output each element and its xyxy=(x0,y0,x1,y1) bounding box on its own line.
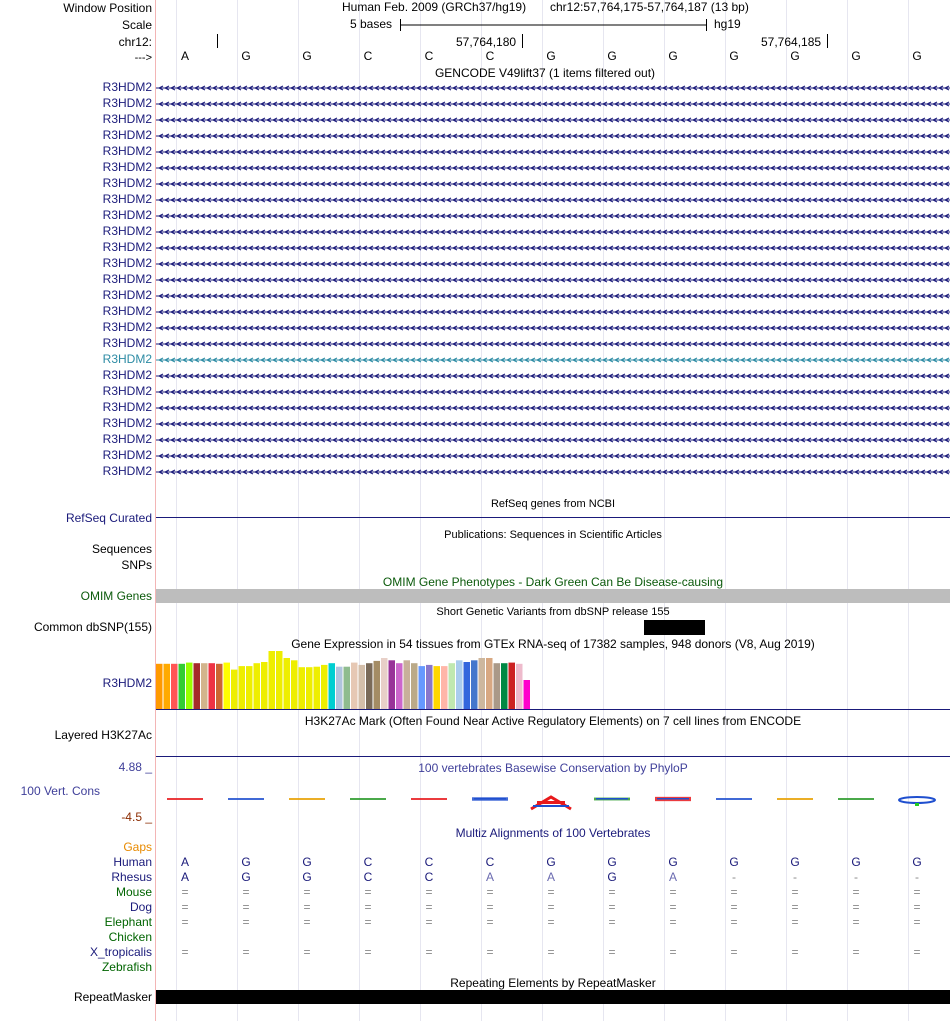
base-letter: G xyxy=(851,49,861,63)
base-letter: G xyxy=(241,49,251,63)
gencode-transcript-line[interactable] xyxy=(156,358,950,362)
species-label[interactable]: Human xyxy=(113,855,152,869)
h3k27ac-track-title: H3K27Ac Mark (Often Found Near Active Regulatory Elements) on 7 cell lines from ENCODE xyxy=(304,714,802,728)
gencode-transcript-label[interactable]: R3HDM2 xyxy=(102,432,152,446)
alignment-base: C xyxy=(424,870,434,884)
gencode-transcript-line[interactable] xyxy=(156,454,950,458)
gtex-tissue-bar[interactable] xyxy=(299,667,306,709)
assembly-name: Human Feb. 2009 (GRCh37/hg19) xyxy=(342,0,527,14)
gtex-tissue-bar[interactable] xyxy=(156,664,163,709)
gtex-tissue-bar[interactable] xyxy=(164,664,171,709)
gencode-transcript-label[interactable]: R3HDM2 xyxy=(102,288,152,302)
sequences-track-label[interactable]: Sequences xyxy=(91,542,152,556)
base-letter: A xyxy=(180,49,189,63)
alignment-base: = xyxy=(242,885,250,899)
conservation-track-title: 100 vertebrates Basewise Conservation by PhyloP xyxy=(418,761,688,775)
gencode-transcript-line[interactable] xyxy=(156,310,950,314)
alignment-base: = xyxy=(547,945,555,959)
gtex-tissue-bar[interactable] xyxy=(449,663,456,709)
alignment-base: C xyxy=(363,870,373,884)
gtex-tissue-bar[interactable] xyxy=(381,658,388,709)
omim-track-label[interactable]: OMIM Genes xyxy=(80,589,152,603)
gencode-transcript-label[interactable]: R3HDM2 xyxy=(102,272,152,286)
alignment-base: = xyxy=(669,915,677,929)
chromosome-label: chr12: xyxy=(118,35,152,49)
repeatmasker-track-title: Repeating Elements by RepeatMasker xyxy=(450,976,656,990)
gencode-transcript-label[interactable]: R3HDM2 xyxy=(102,208,152,222)
alignment-base: C xyxy=(363,855,373,869)
gtex-tissue-bar[interactable] xyxy=(216,664,223,709)
dbsnp-track-label[interactable]: Common dbSNP(155) xyxy=(33,620,152,634)
alignment-base: = xyxy=(669,900,677,914)
alignment-base: = xyxy=(913,900,921,914)
alignment-base: = xyxy=(303,945,311,959)
base-letter: G xyxy=(668,49,678,63)
gtex-tissue-bar[interactable] xyxy=(239,666,246,709)
gtex-tissue-bar[interactable] xyxy=(441,666,448,709)
alignment-base: = xyxy=(669,885,677,899)
refseq-track-label[interactable]: RefSeq Curated xyxy=(65,511,152,525)
gtex-tissue-bar[interactable] xyxy=(291,660,298,709)
conservation-max-label: 4.88 _ xyxy=(118,760,152,774)
base-letter: G xyxy=(729,49,739,63)
species-label[interactable]: Chicken xyxy=(108,930,152,944)
alignment-base: = xyxy=(181,885,189,899)
alignment-base: = xyxy=(852,900,860,914)
alignment-base: C xyxy=(424,855,434,869)
gencode-transcript-label[interactable]: R3HDM2 xyxy=(102,80,152,94)
alignment-base: = xyxy=(486,900,494,914)
gencode-transcript-label[interactable]: R3HDM2 xyxy=(102,304,152,318)
gencode-transcript-line[interactable] xyxy=(156,422,950,426)
gtex-tissue-bar[interactable] xyxy=(284,658,291,709)
track-label-column xyxy=(0,0,155,1021)
gencode-transcript-label[interactable]: R3HDM2 xyxy=(102,336,152,350)
gencode-transcript-label[interactable]: R3HDM2 xyxy=(102,224,152,238)
alignment-base: = xyxy=(364,885,372,899)
alignment-base: = xyxy=(486,945,494,959)
alignment-base: = xyxy=(181,915,189,929)
alignment-base: = xyxy=(242,945,250,959)
alignment-base: = xyxy=(364,915,372,929)
gtex-tissue-bar[interactable] xyxy=(351,663,358,709)
species-label[interactable]: Mouse xyxy=(115,885,152,899)
conservation-mark[interactable] xyxy=(531,797,571,809)
gencode-transcript-line[interactable] xyxy=(156,390,950,394)
conservation-mark[interactable] xyxy=(777,798,813,800)
alignment-base: = xyxy=(242,900,250,914)
gtex-tissue-bar[interactable] xyxy=(396,663,403,709)
alignment-base: = xyxy=(242,915,250,929)
conservation-mark[interactable] xyxy=(411,798,447,800)
alignment-base: = xyxy=(303,915,311,929)
alignment-base: = xyxy=(791,915,799,929)
gtex-tissue-bar[interactable] xyxy=(494,663,501,709)
conservation-mark[interactable] xyxy=(167,798,203,800)
gencode-transcript-line[interactable] xyxy=(156,406,950,410)
multiz-alignment[interactable] xyxy=(156,855,950,975)
conservation-mark[interactable] xyxy=(838,798,874,800)
gtex-tissue-bar[interactable] xyxy=(261,662,268,709)
gtex-tissue-bar[interactable] xyxy=(179,664,186,709)
scale-label: Scale xyxy=(121,18,152,32)
dbsnp-track-title: Short Genetic Variants from dbSNP release 155 xyxy=(436,606,670,618)
gtex-tissue-bar[interactable] xyxy=(419,666,426,709)
base-letter: C xyxy=(485,49,495,63)
alignment-base: - xyxy=(732,870,736,884)
gtex-track-title: Gene Expression in 54 tissues from GTEx RNA-seq of 17382 samples, 948 donors (V8, Aug 2019) xyxy=(291,637,815,651)
conservation-min-label: -4.5 _ xyxy=(121,810,152,824)
alignment-base: = xyxy=(303,885,311,899)
repeatmasker-track-label[interactable]: RepeatMasker xyxy=(73,990,152,1004)
alignment-base: G xyxy=(302,855,312,869)
alignment-base: = xyxy=(852,885,860,899)
gencode-transcript-label[interactable]: R3HDM2 xyxy=(102,352,152,366)
track-data-column xyxy=(156,0,950,1021)
gtex-tissue-bar[interactable] xyxy=(411,663,418,709)
gencode-transcript-label[interactable]: R3HDM2 xyxy=(102,176,152,190)
ruler-position-2: 57,764,185 xyxy=(761,35,822,49)
alignment-base: = xyxy=(486,885,494,899)
gencode-transcript-line[interactable] xyxy=(156,214,950,218)
omim-gene-bar[interactable] xyxy=(156,589,950,603)
conservation-track-label[interactable]: 100 Vert. Cons xyxy=(20,784,100,798)
snps-track-label[interactable]: SNPs xyxy=(121,558,152,572)
gtex-tissue-bar[interactable] xyxy=(471,660,478,709)
gtex-track-label[interactable]: R3HDM2 xyxy=(102,676,152,690)
alignment-base: G xyxy=(668,855,678,869)
base-letter: C xyxy=(424,49,434,63)
alignment-base: = xyxy=(791,900,799,914)
alignment-base: A xyxy=(180,855,189,869)
gtex-tissue-bar[interactable] xyxy=(389,660,396,709)
gencode-track-title: GENCODE V49lift37 (1 items filtered out) xyxy=(434,66,656,80)
gencode-transcript-line[interactable] xyxy=(156,246,950,250)
alignment-base: = xyxy=(791,885,799,899)
alignment-base: = xyxy=(730,915,738,929)
gtex-tissue-bar[interactable] xyxy=(321,665,328,709)
alignment-base: G xyxy=(546,855,556,869)
conservation-logo[interactable] xyxy=(156,776,950,824)
gtex-tissue-bar[interactable] xyxy=(524,680,531,709)
gtex-tissue-bar[interactable] xyxy=(434,666,441,709)
gtex-tissue-bar[interactable] xyxy=(306,667,313,709)
alignment-base: = xyxy=(730,900,738,914)
species-label[interactable]: X_tropicalis xyxy=(89,945,152,959)
base-letter: G xyxy=(790,49,800,63)
gencode-transcript-label[interactable]: R3HDM2 xyxy=(102,464,152,478)
conservation-mark[interactable] xyxy=(716,798,752,800)
base-sequence-row xyxy=(156,49,950,65)
gtex-tissue-bar[interactable] xyxy=(329,663,336,709)
species-label[interactable]: Elephant xyxy=(104,915,152,929)
h3k27ac-baseline xyxy=(156,756,950,757)
gencode-transcript-line[interactable] xyxy=(156,294,950,298)
alignment-base: A xyxy=(668,870,677,884)
gtex-tissue-bar[interactable] xyxy=(464,662,471,709)
alignment-base: = xyxy=(852,915,860,929)
alignment-base: G xyxy=(607,855,617,869)
alignment-base: G xyxy=(851,855,861,869)
refseq-gene-line[interactable] xyxy=(156,517,950,518)
gencode-transcript-label[interactable]: R3HDM2 xyxy=(102,384,152,398)
gtex-tissue-bar[interactable] xyxy=(246,666,253,709)
gtex-tissue-bar[interactable] xyxy=(201,663,208,709)
region-coordinates: chr12:57,764,175-57,764,187 (13 bp) xyxy=(550,0,749,14)
base-letter: G xyxy=(302,49,312,63)
scale-bar-text: 5 bases xyxy=(350,17,393,31)
omim-track-title: OMIM Gene Phenotypes - Dark Green Can Be Disease-causing xyxy=(382,575,724,589)
gencode-transcript-line[interactable] xyxy=(156,438,950,442)
alignment-base: = xyxy=(730,885,738,899)
conservation-mark[interactable] xyxy=(228,798,264,800)
repeatmasker-bar[interactable] xyxy=(156,990,950,1004)
database-name: hg19 xyxy=(714,17,741,31)
conservation-mark[interactable] xyxy=(289,798,325,800)
window-position-label: Window Position xyxy=(63,1,152,15)
alignment-base: = xyxy=(608,900,616,914)
gtex-tissue-bar[interactable] xyxy=(224,663,231,709)
gtex-tissue-bar[interactable] xyxy=(344,667,351,709)
gtex-tissue-bar[interactable] xyxy=(194,663,201,709)
alignment-base: = xyxy=(425,945,433,959)
alignment-base: G xyxy=(912,855,922,869)
gencode-transcript-line[interactable] xyxy=(156,198,950,202)
alignment-base: = xyxy=(669,945,677,959)
gencode-transcript-label[interactable]: R3HDM2 xyxy=(102,144,152,158)
gtex-tissue-bar[interactable] xyxy=(479,658,486,709)
alignment-base: = xyxy=(181,900,189,914)
gtex-tissue-bar[interactable] xyxy=(186,663,193,709)
gencode-transcript-line[interactable] xyxy=(156,470,950,474)
gencode-transcript-line[interactable] xyxy=(156,374,950,378)
gencode-transcript-line[interactable] xyxy=(156,118,950,122)
alignment-base: = xyxy=(608,885,616,899)
gtex-tissue-bar[interactable] xyxy=(501,663,508,709)
gencode-transcripts[interactable] xyxy=(156,80,950,496)
multiz-track-title: Multiz Alignments of 100 Vertebrates xyxy=(455,826,651,840)
ruler-position-1: 57,764,180 xyxy=(456,35,517,49)
alignment-base: = xyxy=(181,945,189,959)
alignment-base: A xyxy=(180,870,189,884)
alignment-base: = xyxy=(547,915,555,929)
scale-bar xyxy=(396,17,712,33)
gtex-tissue-bar[interactable] xyxy=(374,661,381,709)
gencode-transcript-label[interactable]: R3HDM2 xyxy=(102,240,152,254)
gencode-transcript-line[interactable] xyxy=(156,278,950,282)
alignment-base: = xyxy=(364,945,372,959)
gencode-transcript-line[interactable] xyxy=(156,262,950,266)
alignment-base: = xyxy=(913,885,921,899)
alignment-base: - xyxy=(854,870,858,884)
gtex-tissue-bar[interactable] xyxy=(231,670,238,709)
base-letter: G xyxy=(912,49,922,63)
alignment-base: = xyxy=(608,915,616,929)
alignment-base: = xyxy=(791,945,799,959)
alignment-base: G xyxy=(302,870,312,884)
alignment-base: = xyxy=(364,900,372,914)
gencode-transcript-label[interactable]: R3HDM2 xyxy=(102,320,152,334)
gencode-transcript-label[interactable]: R3HDM2 xyxy=(102,96,152,110)
alignment-base: - xyxy=(793,870,797,884)
gencode-transcript-label[interactable]: R3HDM2 xyxy=(102,112,152,126)
alignment-base: G xyxy=(790,855,800,869)
alignment-base: = xyxy=(425,915,433,929)
alignment-base: = xyxy=(303,900,311,914)
h3k27ac-track-label[interactable]: Layered H3K27Ac xyxy=(54,728,152,742)
alignment-base: = xyxy=(913,915,921,929)
alignment-base: = xyxy=(425,900,433,914)
alignment-base: G xyxy=(729,855,739,869)
gencode-transcript-label[interactable]: R3HDM2 xyxy=(102,128,152,142)
gencode-transcript-label[interactable]: R3HDM2 xyxy=(102,400,152,414)
alignment-base: - xyxy=(915,870,919,884)
base-letter: G xyxy=(607,49,617,63)
gtex-tissue-bar[interactable] xyxy=(404,660,411,709)
alignment-base: = xyxy=(486,915,494,929)
gencode-transcript-label[interactable]: R3HDM2 xyxy=(102,368,152,382)
species-label[interactable]: Rhesus xyxy=(111,870,152,884)
gencode-transcript-line[interactable] xyxy=(156,326,950,330)
alignment-base: A xyxy=(546,870,555,884)
alignment-base: = xyxy=(913,945,921,959)
gtex-tissue-bar[interactable] xyxy=(314,667,321,709)
gtex-expression-chart[interactable] xyxy=(156,650,950,712)
gencode-transcript-line[interactable] xyxy=(156,134,950,138)
gencode-transcript-line[interactable] xyxy=(156,102,950,106)
gencode-transcript-label[interactable]: R3HDM2 xyxy=(102,192,152,206)
base-letter: C xyxy=(363,49,373,63)
alignment-base: = xyxy=(547,900,555,914)
species-label[interactable]: Zebrafish xyxy=(101,960,152,974)
gencode-transcript-line[interactable] xyxy=(156,150,950,154)
gtex-tissue-bar[interactable] xyxy=(366,663,373,709)
refseq-track-title: RefSeq genes from NCBI xyxy=(490,498,616,510)
base-letter: G xyxy=(546,49,556,63)
gencode-transcript-line[interactable] xyxy=(156,182,950,186)
gencode-transcript-label[interactable]: R3HDM2 xyxy=(102,416,152,430)
alignment-base: G xyxy=(241,870,251,884)
gencode-transcript-label[interactable]: R3HDM2 xyxy=(102,160,152,174)
gtex-tissue-bar[interactable] xyxy=(486,658,493,709)
gtex-tissue-bar[interactable] xyxy=(171,664,178,709)
species-label[interactable]: Dog xyxy=(129,900,152,914)
alignment-base: = xyxy=(547,885,555,899)
gtex-tissue-bar[interactable] xyxy=(359,665,366,709)
conservation-mark[interactable] xyxy=(472,797,508,800)
dbsnp-variant-bar[interactable] xyxy=(644,620,705,635)
alignment-base: G xyxy=(241,855,251,869)
gtex-tissue-bar[interactable] xyxy=(209,663,216,709)
gtex-tissue-bar[interactable] xyxy=(509,663,516,709)
gencode-transcript-line[interactable] xyxy=(156,342,950,346)
alignment-base: = xyxy=(852,945,860,959)
gencode-transcript-line[interactable] xyxy=(156,230,950,234)
alignment-base: = xyxy=(425,885,433,899)
conservation-mark[interactable] xyxy=(350,798,386,800)
gencode-transcript-label[interactable]: R3HDM2 xyxy=(102,448,152,462)
gencode-transcript-label[interactable]: R3HDM2 xyxy=(102,256,152,270)
alignment-base: C xyxy=(485,855,495,869)
conservation-mark[interactable] xyxy=(655,797,691,801)
gtex-tissue-bar[interactable] xyxy=(516,664,523,709)
alignment-base: G xyxy=(607,870,617,884)
publications-track-title: Publications: Sequences in Scientific Articles xyxy=(444,529,662,541)
alignment-base: = xyxy=(608,945,616,959)
alignment-base: A xyxy=(485,870,494,884)
strand-arrow-label: ---> xyxy=(134,52,152,64)
gtex-tissue-bar[interactable] xyxy=(456,660,463,709)
gtex-tissue-bar[interactable] xyxy=(276,651,283,709)
gencode-transcript-line[interactable] xyxy=(156,86,950,90)
gaps-label[interactable]: Gaps xyxy=(123,840,152,854)
gtex-tissue-bar[interactable] xyxy=(426,665,433,709)
alignment-base: = xyxy=(730,945,738,959)
conservation-mark[interactable] xyxy=(899,797,935,806)
gtex-tissue-bar[interactable] xyxy=(269,651,276,709)
gtex-tissue-bar[interactable] xyxy=(336,667,343,709)
gencode-transcript-line[interactable] xyxy=(156,166,950,170)
conservation-mark[interactable] xyxy=(594,798,630,801)
gtex-tissue-bar[interactable] xyxy=(254,663,261,709)
